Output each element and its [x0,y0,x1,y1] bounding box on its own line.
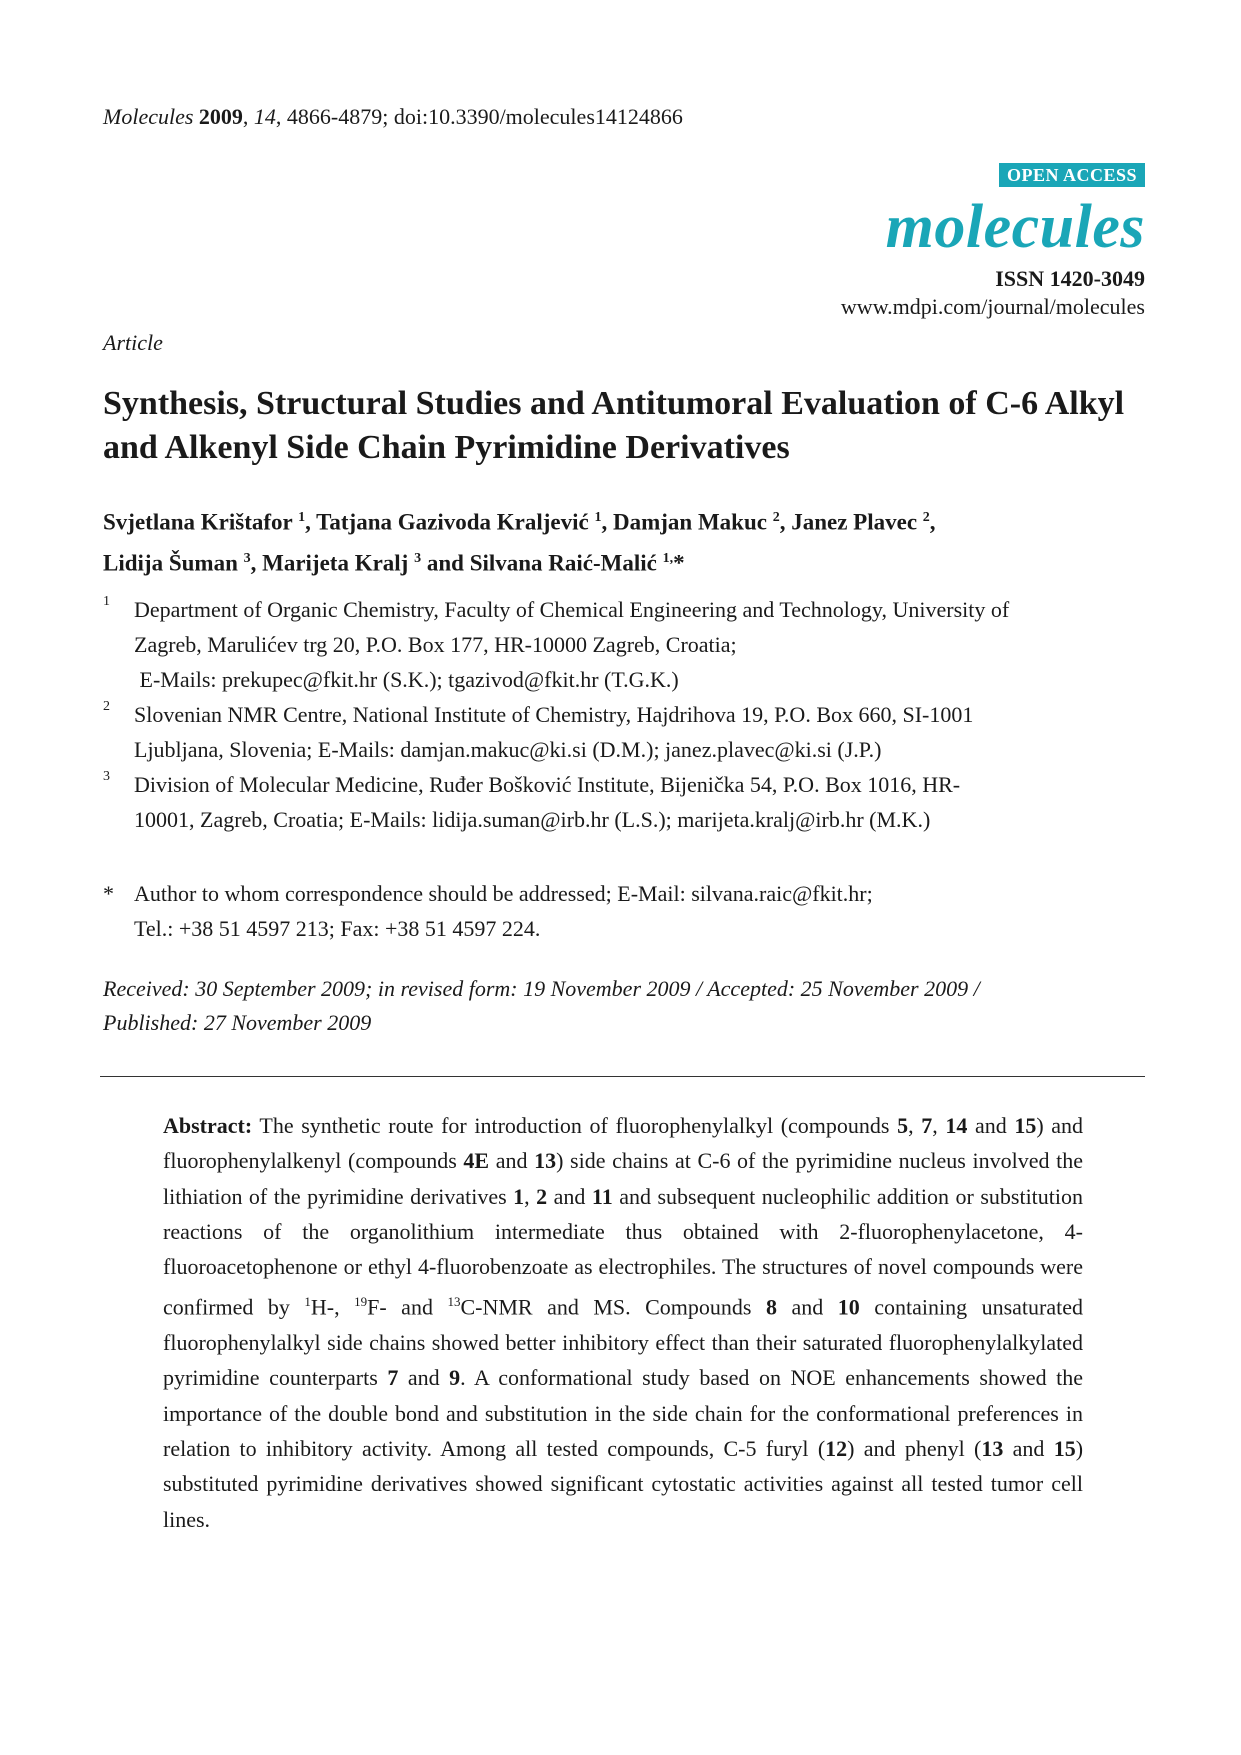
abstract-text: The synthetic route for introduction of fluorophenylalkyl (compounds [252,1113,898,1138]
abstract-text: . A conformational study based on NOE enhancements showed the importance of the double bond and substitution in the side chain for the conformational preferences in relation to inhibitory activity. Among all tested compounds, C-5 furyl ( [163,1365,1083,1461]
affiliation-number: 2 [103,699,110,714]
author-separator: , [779,509,792,535]
author-name: Silvana Raić-Malić [469,550,657,576]
affiliation-line: E-Mails: prekupec@fkit.hr (S.K.); tgazivod@fkit.hr (T.G.K.) [134,667,679,692]
author-name: Lidija Šuman [103,550,238,576]
author-separator: , [305,509,317,535]
compound-ref: 2 [536,1183,548,1209]
publication-dates [103,972,1143,1040]
isotope-sup: 1 [304,1294,311,1310]
affiliation-number: 3 [103,769,110,784]
compound-ref: 1 [513,1183,525,1209]
compound-ref: 14 [945,1113,968,1138]
dates-line: Received: 30 September 2009; in revised form: 19 November 2009 / Accepted: 25 November 2009 / [103,976,980,1001]
abstract [163,1108,1083,1537]
correspondence-note [103,876,1174,946]
compound-ref: 10 [837,1294,860,1320]
abstract-text: , [932,1113,946,1138]
author-name: Tatjana Gazivoda Kraljević [316,509,589,535]
citation-volume: 14 [253,104,276,129]
correspondence-line: Tel.: +38 51 4597 213; Fax: +38 51 4597 224. [134,916,541,941]
abstract-text: containing unsaturated fluorophenylalkyl side chains showed better inhibitory effect than their saturated fluorophenylalkylated pyrimidine counterparts [163,1294,1084,1391]
issn: ISSN 1420-3049 [995,266,1145,291]
affiliation-list [103,592,1143,837]
abstract-text: and [967,1113,1015,1138]
abstract-text: and [489,1148,535,1174]
citation-year: 2009 [198,104,243,129]
affiliation-line: Slovenian NMR Centre, National Institute of Chemistry, Hajdrihova 19, P.O. Box 660, SI-1001 [134,702,974,727]
section-divider [100,1076,1145,1077]
author-affiliation: 1 [594,510,602,525]
compound-ref: 7 [387,1365,399,1391]
author-separator: , [601,509,613,535]
abstract-text: and [398,1365,450,1391]
journal-italic: Molecules [103,104,194,129]
citation-pages-doi: , 4866-4879; doi:10.3390/molecules14124866 [275,104,683,129]
abstract-label: Abstract: [163,1113,253,1138]
abstract-text: ) substituted pyrimidine derivatives showed significant cytostatic activities against all tested tumor cell lines. [163,1436,1084,1532]
author-separator: , [250,550,263,576]
compound-ref: 5 [897,1113,909,1138]
author-name: Janez Plavec [791,509,918,535]
compound-ref: 12 [825,1436,848,1461]
author-list [103,500,1143,581]
affiliation-item [103,767,1143,837]
abstract-text: ) and fluorophenylalkenyl (compounds [163,1113,1084,1174]
correspondence-line: Author to whom correspondence should be addressed; E-Mail: silvana.raic@fkit.hr; [134,881,873,906]
article-type: Article [103,330,163,355]
abstract-text: and [547,1183,592,1209]
author-name: Damjan Makuc [612,509,767,535]
abstract-text: and [776,1294,838,1320]
abstract-text: ) side chains at C-6 of the pyrimidine nucleus involved the lithiation of the pyrimidine derivatives [163,1148,1083,1209]
author-name: Marijeta Kralj [262,550,409,576]
journal-logo: molecules [885,193,1145,261]
corresponding-mark: * [673,550,685,576]
author-affiliation: 1, [662,550,674,566]
affiliation-number: 1 [103,594,110,609]
open-access-badge: OPEN ACCESS [999,163,1145,187]
abstract-text: and [1003,1436,1054,1461]
isotope-sup: 19 [354,1294,368,1310]
abstract-text: , [524,1183,537,1209]
affiliation-line: Ljubljana, Slovenia; E-Mails: damjan.makuc@ki.si (D.M.); janez.plavec@ki.si (J.P.) [134,737,882,762]
author-separator: and [421,550,470,576]
compound-ref: 9 [449,1365,461,1391]
affiliation-line: Department of Organic Chemistry, Faculty of Chemical Engineering and Technology, University of [134,597,1010,622]
author-affiliation: 2 [922,510,930,525]
author-name: Svjetlana Krištafor [103,509,293,535]
abstract-text: ) and phenyl ( [847,1436,982,1461]
compound-ref: 15 [1014,1113,1037,1138]
author-affiliation: 3 [243,550,251,566]
abstract-text: H-, [310,1294,355,1320]
compound-ref: 11 [591,1183,613,1209]
abstract-text: , [908,1113,922,1138]
affiliation-line: Zagreb, Marulićev trg 20, P.O. Box 177, HR-10000 Zagreb, Croatia; [134,632,737,657]
affiliation-line: 10001, Zagreb, Croatia; E-Mails: lidija.suman@irb.hr (L.S.); marijeta.kralj@irb.hr (M.K.) [134,807,931,832]
compound-ref: 4E [463,1148,490,1174]
author-affiliation: 1 [298,510,306,525]
isotope-sup: 13 [447,1294,461,1310]
compound-ref: 7 [921,1113,933,1138]
affiliation-item [103,592,1143,697]
dates-line: Published: 27 November 2009 [103,1010,372,1035]
paper-title: Synthesis, Structural Studies and Antitumoral Evaluation of C-6 Alkyl and Alkenyl Side Chain Pyrimidine Derivatives [103,385,1125,466]
abstract-text: F- and [367,1294,448,1320]
compound-ref: 13 [534,1148,557,1174]
author-affiliation: 3 [414,550,422,566]
author-affiliation: 2 [772,510,780,525]
author-separator: , [929,509,936,535]
correspondence-star: * [103,881,114,906]
journal-url[interactable]: www.mdpi.com/journal/molecules [840,294,1145,319]
citation-line: Molecules 2009, 14, 4866-4879; doi:10.3390/molecules14124866 [103,104,683,129]
compound-ref: 15 [1053,1436,1076,1461]
abstract-text: C-NMR and MS. Compounds [460,1294,766,1320]
abstract-text: and subsequent nucleophilic addition or substitution reactions of the organolithium intermediate thus obtained with 2-fluorophenylacetone, 4-fluoroacetophenone or ethyl 4-fluorobenzoate as electrophiles. The structures of novel compounds were confirmed by [163,1183,1084,1320]
affiliation-item [103,697,1143,767]
affiliation-line: Division of Molecular Medicine, Ruđer Bošković Institute, Bijenička 54, P.O. Box 1016, HR- [134,772,961,797]
compound-ref: 13 [981,1436,1004,1461]
compound-ref: 8 [765,1294,777,1320]
